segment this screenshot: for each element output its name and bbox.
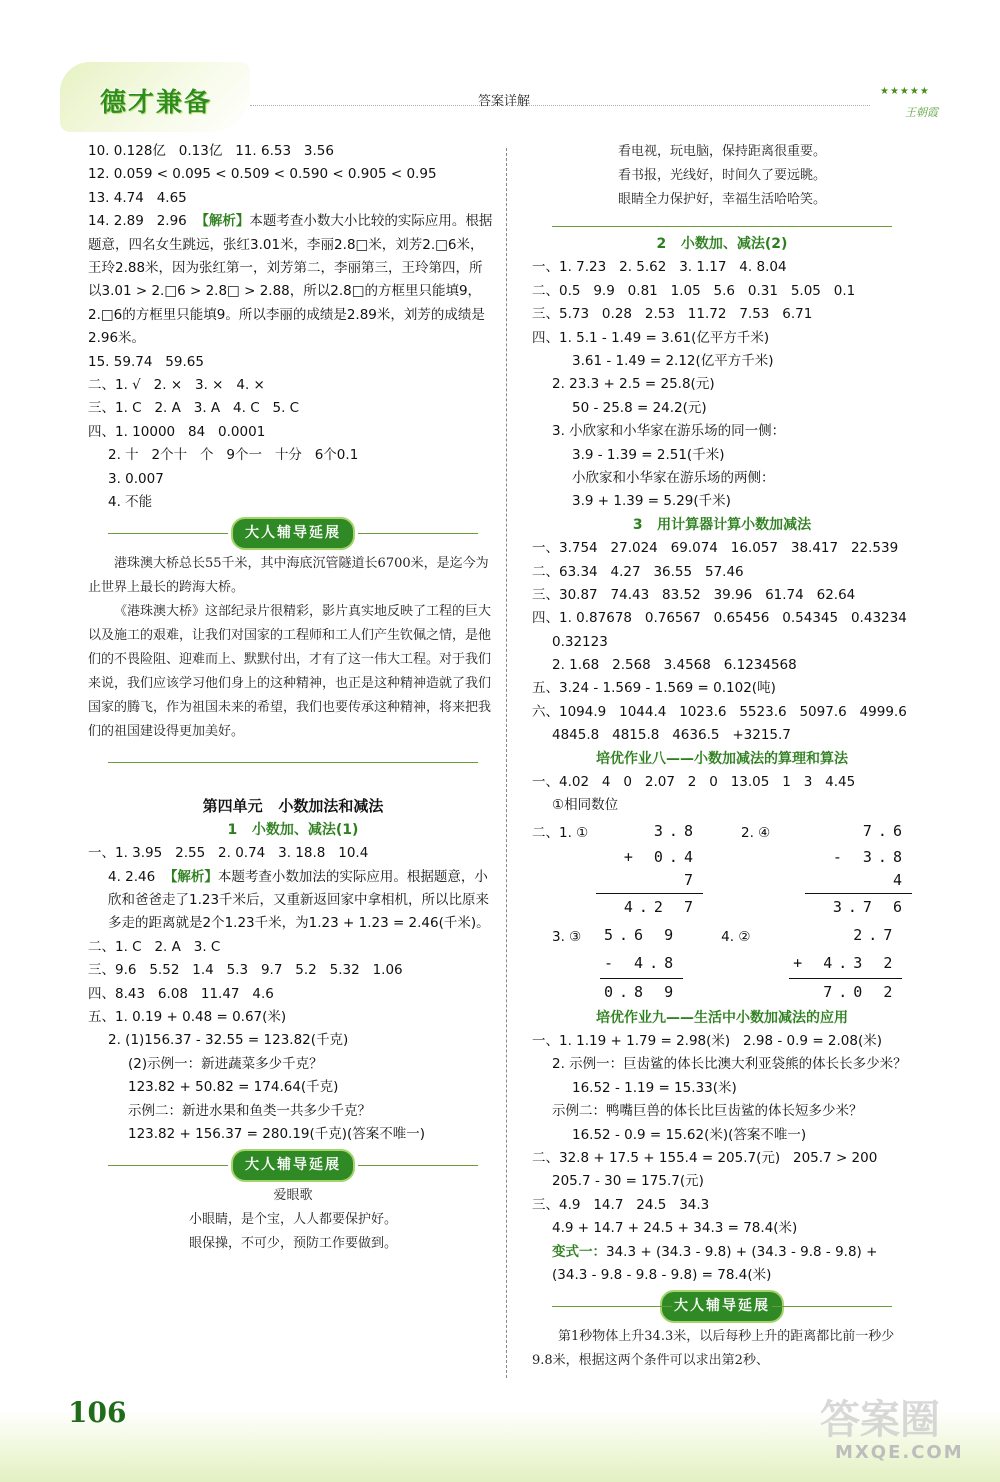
arith-label: 4. ②: [721, 928, 751, 945]
answer-line: 小欣家和小华家在游乐场的两侧：: [572, 469, 775, 486]
lesson-title: 培优作业八——小数加减法的算理和算法: [596, 750, 848, 767]
answer-line: 10. 0.128亿 0.13亿 11. 6.53 3.56: [88, 143, 334, 159]
analysis-text: 本题考查小数加法的实际应用。根据题意，小欣和爸爸走了1.23千米后，又重新返回家中拿相机，所以比原来多走的距离就是2个1.23千米，为1.23 + 1.23 = 2.46(千米)。: [108, 868, 490, 932]
brand-mark: 王朝霞: [905, 106, 938, 119]
page-footer: [0, 1380, 1000, 1482]
arith-label: 3. ③: [552, 928, 582, 945]
answer-explanation: [88, 210, 493, 350]
answer-line: 五、1. 0.19 + 0.48 = 0.67(米): [88, 1008, 287, 1025]
poem-title: 爱眼歌: [273, 1188, 313, 1204]
lesson-title: 培优作业九——生活中小数加减法的应用: [596, 1009, 848, 1026]
banner-label: 大人辅导延展: [231, 517, 355, 550]
answer-number: 4. 2.46: [108, 868, 164, 885]
answer-line: ①相同数位: [552, 797, 619, 814]
banner-label: 大人辅导延展: [231, 1149, 355, 1182]
arith-label: 2. ④: [741, 824, 771, 841]
answer-number: 14. 2.89 2.96: [88, 213, 196, 230]
answer-line: 4845.8 4815.8 4636.5 +3215.7: [552, 727, 791, 744]
answer-line: 六、1094.9 1044.4 1023.6 5523.6 5097.6 4999.6: [532, 703, 907, 720]
arith-row: 5.6 9: [604, 925, 680, 944]
poem-line: 看电视，玩电脑，保持距离很重要。: [617, 144, 826, 159]
watermark-url: MXQE.COM: [835, 1442, 964, 1463]
vertical-arithmetic: [596, 818, 703, 922]
answer-line: 一、1. 1.19 + 1.79 = 2.98(米) 2.98 - 0.9 = 2.08(米): [532, 1033, 883, 1050]
answer-line: 0.32123: [552, 633, 608, 650]
poem-line: 眼睛全力保护好，幸福生活哈哈笑。: [617, 192, 826, 207]
right-column: [532, 140, 912, 1373]
answer-line: 二、32.8 + 17.5 + 155.4 = 205.7(元) 205.7 > 200: [532, 1150, 878, 1166]
answer-line: 15. 59.74 59.65: [88, 353, 204, 370]
arith-row: 7.0 2: [823, 982, 899, 1001]
answer-line: 四、1. 10000 84 0.0001: [88, 423, 266, 440]
answer-line: 2. 23.3 + 2.5 = 25.8(元): [552, 376, 715, 393]
answer-line: 三、4.9 14.7 24.5 34.3: [532, 1196, 710, 1213]
column-divider: [506, 148, 507, 1378]
analysis-tag: 【解析】: [195, 213, 250, 230]
answer-line: (34.3 - 9.8 - 9.8 - 9.8) = 78.4(米): [552, 1266, 772, 1283]
lesson-title: 1 小数加、减法(1): [227, 821, 359, 838]
answer-line: 一、3.754 27.024 69.074 16.057 38.417 22.539: [532, 540, 899, 557]
answer-line: 123.82 + 156.37 = 280.19(千克)(答案不唯一): [128, 1125, 426, 1142]
answer-line: 13. 4.74 4.65: [88, 189, 187, 206]
answer-line: 三、1. C 2. A 3. A 4. C 5. C: [88, 400, 300, 417]
lesson-title: 3 用计算器计算小数加减法: [632, 516, 812, 533]
answer-line: 2. 1.68 2.568 3.4568 6.1234568: [552, 657, 797, 674]
essay-paragraph: 第1秒物体上升34.3米，以后每秒上升的距离都比前一秒少9.8米，根据这两个条件可以求出第2秒、: [532, 1329, 895, 1369]
vertical-arithmetic-block: [532, 818, 912, 922]
answer-line: 一、4.02 4 0 2.07 2 0 13.05 1 3 4.45: [532, 774, 856, 791]
answer-line: 一、1. 3.95 2.55 2. 0.74 3. 18.8 10.4: [88, 845, 369, 862]
answer-line: 4. 不能: [108, 493, 153, 510]
vertical-arithmetic: [789, 922, 902, 1007]
answer-line: 示例二：新进水果和鱼类一共多少千克？: [128, 1102, 371, 1119]
answer-line: 三、30.87 74.43 83.52 39.96 61.74 62.64: [532, 586, 856, 603]
analysis-text: 本题考查小数大小比较的实际应用。根据题意，四名女生跳远，张红3.01米，李丽2.8□米，刘芳2.□6米，王玲2.88米，因为张红第一，刘芳第二，李丽第三，王玲第四，所以3.01 > 2.□6 > 2.8□ > 2.88，所以2.8□的方框里只能填9，2.□6的方框里只能填9。所以李丽的成绩是2.89米，刘芳的成绩是2.96米。: [88, 213, 493, 347]
vertical-arithmetic: [805, 818, 912, 922]
arith-row: 3.8: [653, 822, 699, 841]
arith-row: 0.8 9: [604, 982, 680, 1001]
answer-line: 2. 示例一：巨齿鲨的体长比澳大利亚袋熊的体长长多少米？: [552, 1056, 907, 1073]
poem-line: 眼保操，不可少，预防工作要做到。: [188, 1236, 397, 1252]
answer-line: 3.9 - 1.39 = 2.51(千米): [572, 446, 725, 463]
left-column: [88, 140, 498, 1256]
arith-row: 2.7: [853, 925, 899, 944]
vertical-arithmetic: [600, 922, 683, 1007]
analysis-tag: 【解析】: [163, 868, 218, 885]
answer-line: 二、1. C 2. A 3. C: [88, 938, 221, 955]
header-rule: [250, 105, 870, 106]
header-title: 答案详解: [478, 94, 531, 109]
answer-line: (2)示例一：新进蔬菜多少千克？: [128, 1055, 323, 1072]
arith-row: + 4.3 2: [789, 950, 902, 979]
arith-row: 4.2 7: [623, 897, 699, 916]
answer-line: 123.82 + 50.82 = 174.64(千克): [128, 1079, 339, 1096]
answer-line: 二、0.5 9.9 0.81 1.05 5.6 0.31 5.05 0.1: [532, 282, 856, 299]
page-number: 106: [68, 1396, 127, 1429]
arith-row: - 4.8: [600, 950, 683, 979]
arith-row: 7.6: [862, 822, 908, 841]
arith-row: 3.7 6: [832, 897, 908, 916]
lesson-title: 2 小数加、减法(2): [656, 236, 788, 252]
poem-line: 看书报，光线好，时间久了要远眺。: [617, 168, 826, 183]
answer-line: 4.9 + 14.7 + 24.5 + 34.3 = 78.4(米): [552, 1220, 798, 1237]
tutoring-banner: [532, 1287, 912, 1325]
answer-line: 二、63.34 4.27 36.55 57.46: [532, 563, 744, 580]
poem-block: [532, 140, 912, 212]
arith-label: 二、1. ①: [532, 824, 589, 841]
answer-line: 2. 十 2个十 个 9个一 十分 6个0.1: [108, 447, 359, 464]
answer-line: 示例二：鸭嘴巨兽的体长比巨齿鲨的体长短多少米？: [552, 1103, 863, 1120]
answer-line: 四、1. 5.1 - 1.49 = 3.61(亿平方千米): [532, 329, 770, 346]
variant-text: 34.3 + (34.3 - 9.8) + (34.3 - 9.8 - 9.8) +: [606, 1243, 878, 1260]
answer-line: 五、3.24 - 1.569 - 1.569 = 0.102(吨): [532, 680, 776, 697]
answer-line: 16.52 - 1.19 = 15.33(米): [572, 1079, 737, 1096]
answer-line: 四、8.43 6.08 11.47 4.6: [88, 985, 274, 1002]
poem-block: [88, 1184, 498, 1256]
answer-line: 一、1. 7.23 2. 5.62 3. 1.17 4. 8.04: [532, 259, 787, 276]
arith-row: - 3.8 4: [805, 846, 912, 893]
answer-line: 三、5.73 0.28 2.53 11.72 7.53 6.71: [532, 306, 813, 323]
section-rule: [108, 748, 478, 763]
answer-line: 3.61 - 1.49 = 2.12(亿平方千米): [572, 352, 774, 369]
stars-icon: ★★★★★: [880, 86, 930, 97]
banner-label: 大人辅导延展: [660, 1290, 784, 1323]
tutoring-banner: [88, 1146, 498, 1184]
book-logo: 德才兼备: [100, 88, 213, 118]
essay-block: [88, 552, 498, 744]
answer-line: 16.52 - 0.9 = 15.62(米)(答案不唯一): [572, 1126, 807, 1143]
variant-tag: 变式一：: [552, 1243, 606, 1260]
arith-row: + 0.4 7: [596, 846, 703, 893]
answer-line: 3. 小欣家和小华家在游乐场的同一侧：: [552, 423, 786, 440]
section-rule: [552, 212, 892, 227]
watermark: 答案圈: [820, 1397, 940, 1443]
answer-explanation: [88, 866, 493, 936]
answer-line: 四、1. 0.87678 0.76567 0.65456 0.54345 0.43234: [532, 610, 907, 627]
unit-title: 第四单元 小数加法和减法: [202, 797, 384, 816]
essay-paragraph: 港珠澳大桥总长55千米，其中海底沉管隧道长6700米，是迄今为止世界上最长的跨海大桥。: [88, 556, 489, 596]
answer-line: 三、9.6 5.52 1.4 5.3 9.7 5.2 5.32 1.06: [88, 962, 403, 979]
answer-line: 2. (1)156.37 - 32.55 = 123.82(千克): [108, 1032, 349, 1049]
answer-line: 12. 0.059 < 0.095 < 0.509 < 0.590 < 0.905 < 0.95: [88, 166, 437, 183]
answer-line: 3.9 + 1.39 = 5.29(千米): [572, 493, 731, 510]
page-header: [0, 0, 1000, 125]
tutoring-banner: [88, 514, 498, 552]
poem-line: 小眼睛，是个宝，人人都要保护好。: [188, 1212, 397, 1228]
answer-line: 二、1. √ 2. × 3. × 4. ×: [88, 377, 265, 393]
vertical-arithmetic-block: [532, 922, 912, 1007]
answer-line: 50 - 25.8 = 24.2(元): [572, 399, 707, 416]
answer-line: 3. 0.007: [108, 470, 164, 487]
answer-line: 205.7 - 30 = 175.7(元): [552, 1173, 704, 1190]
essay-paragraph: 《港珠澳大桥》这部纪录片很精彩，影片真实地反映了工程的巨大以及施工的艰难，让我们对国家的工程师和工人们产生钦佩之情，是他们的不畏险阻、迎难而上、默默付出，才有了这一伟大工程。对于我们来说，我们应该学习他们身上的这种精神，也正是这种精神造就了我们国家的腾飞，作为祖国未来的希望，我们也要传承这种精神，将来把我们的祖国建设得更加美好。: [88, 604, 492, 740]
answer-line: [532, 1241, 912, 1264]
